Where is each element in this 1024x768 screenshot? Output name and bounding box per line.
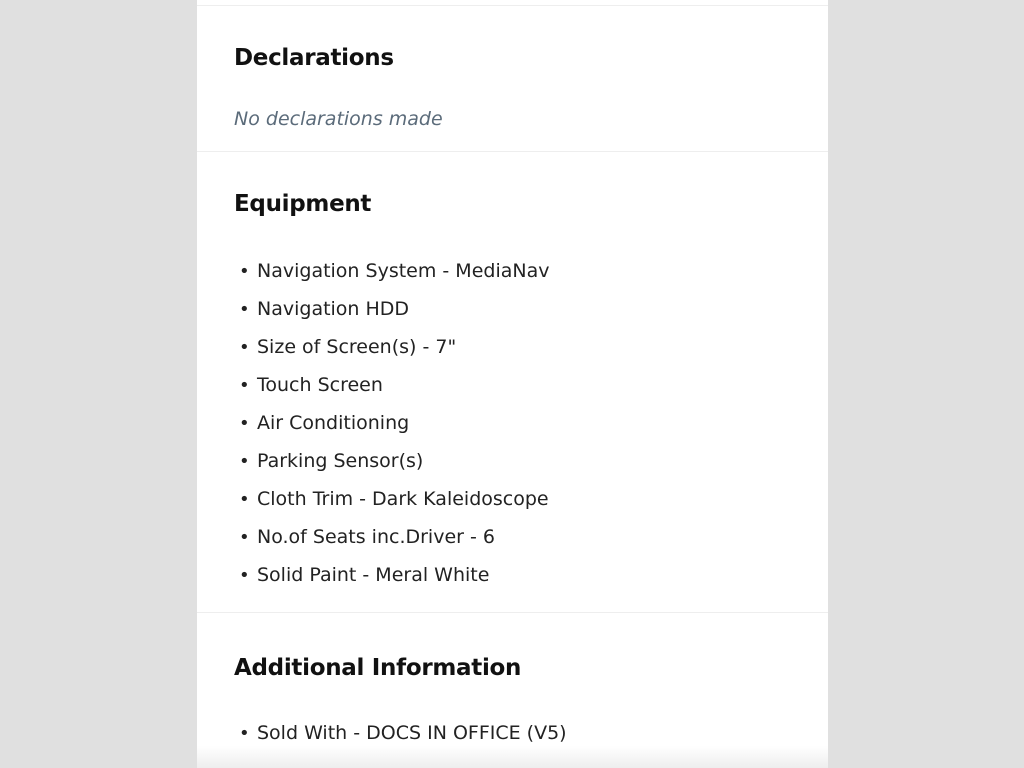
list-item — [239, 409, 549, 447]
declarations-heading: Declarations — [234, 45, 394, 71]
additional-item-label: Sold With - DOCS IN OFFICE (V5) — [257, 722, 567, 744]
bullet-icon: • — [239, 337, 250, 358]
bullet-icon: • — [239, 413, 250, 434]
equipment-item-label: Navigation HDD — [257, 298, 410, 320]
bullet-icon: • — [239, 299, 250, 320]
list-item — [239, 523, 549, 561]
bullet-icon: • — [239, 261, 250, 282]
list-item — [239, 371, 549, 409]
list-item — [239, 257, 549, 295]
bullet-icon: • — [239, 723, 250, 744]
bullet-icon: • — [239, 565, 250, 586]
bullet-icon: • — [239, 489, 250, 510]
bullet-icon: • — [239, 451, 250, 472]
equipment-item-label: No.of Seats inc.Driver - 6 — [257, 526, 495, 548]
equipment-list — [239, 257, 549, 599]
equipment-item-label: Air Conditioning — [257, 412, 410, 434]
equipment-heading: Equipment — [234, 191, 372, 217]
list-item — [239, 561, 549, 599]
bullet-icon: • — [239, 527, 250, 548]
declarations-section — [197, 6, 828, 152]
additional-information-heading: Additional Information — [234, 655, 522, 681]
equipment-item-label: Size of Screen(s) - 7" — [257, 336, 457, 358]
declarations-note: No declarations made — [234, 108, 443, 130]
list-item — [239, 485, 549, 523]
equipment-item-label: Touch Screen — [257, 374, 383, 396]
list-item — [239, 333, 549, 371]
list-item — [239, 447, 549, 485]
equipment-section — [197, 152, 828, 613]
equipment-item-label: Cloth Trim - Dark Kaleidoscope — [257, 488, 549, 510]
bullet-icon: • — [239, 375, 250, 396]
equipment-item-label: Parking Sensor(s) — [257, 450, 424, 472]
equipment-item-label: Solid Paint - Meral White — [257, 564, 490, 586]
additional-information-section — [197, 613, 828, 768]
equipment-item-label: Navigation System - MediaNav — [257, 260, 550, 282]
vehicle-details-panel — [197, 0, 828, 768]
list-item — [239, 295, 549, 333]
scroll-fade — [197, 746, 828, 768]
